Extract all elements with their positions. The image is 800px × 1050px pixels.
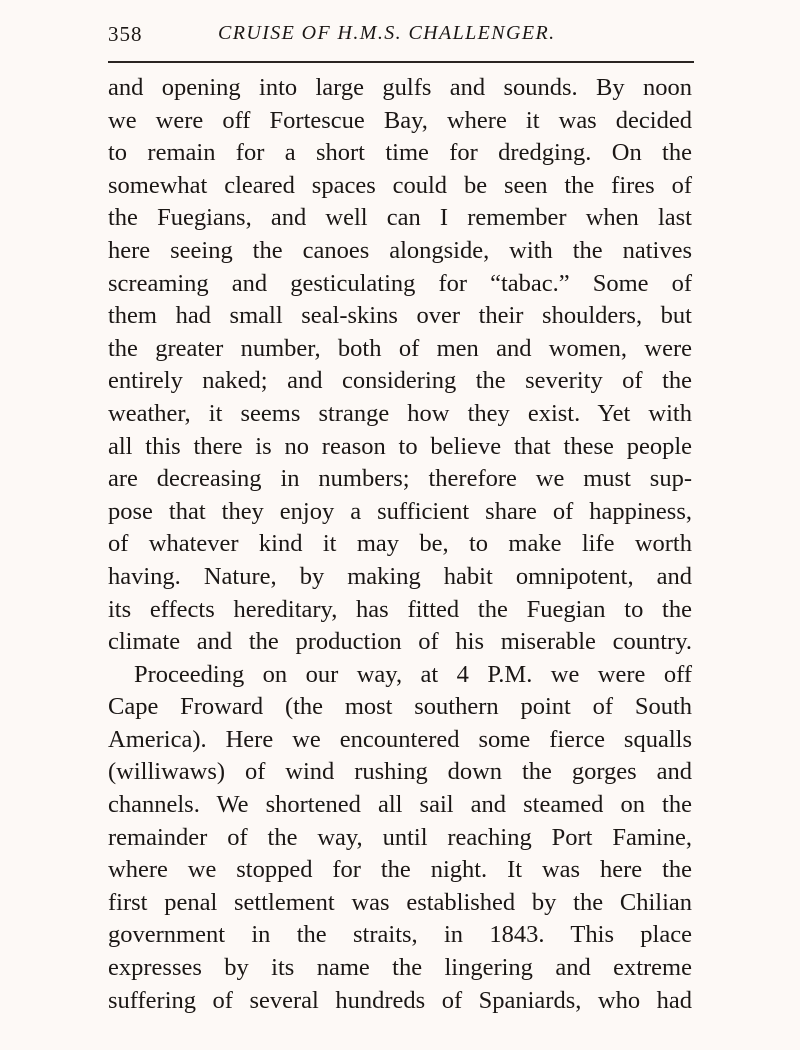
text-line: remainder of the way, until reaching Port Famine, bbox=[108, 823, 692, 851]
text-line: somewhat cleared spaces could be seen the fires of bbox=[108, 171, 692, 199]
text-line: climate and the production of his miserable country. bbox=[108, 628, 692, 656]
text-line: the greater number, both of men and women, were bbox=[108, 334, 692, 362]
text-line: Cape Froward (the most southern point of South bbox=[108, 693, 692, 721]
text-line: its effects hereditary, has fitted the Fuegian to the bbox=[108, 595, 692, 623]
running-head bbox=[108, 22, 693, 48]
text-line: expresses by its name the lingering and extreme bbox=[108, 954, 692, 982]
text-line: weather, it seems strange how they exist. Yet with bbox=[108, 399, 692, 427]
text-line: first penal settlement was established by the Chilian bbox=[108, 888, 692, 916]
text-line: suffering of several hundreds of Spaniards, who had bbox=[108, 986, 692, 1014]
running-title: CRUISE OF H.M.S. CHALLENGER. bbox=[218, 22, 556, 44]
text-line: are decreasing in numbers; therefore we must sup- bbox=[108, 465, 692, 493]
text-line: pose that they enjoy a sufficient share of happiness, bbox=[108, 497, 692, 525]
text-line: government in the straits, in 1843. This place bbox=[108, 921, 692, 949]
text-line: where we stopped for the night. It was here the bbox=[108, 856, 692, 884]
text-line: (williwaws) of wind rushing down the gorges and bbox=[108, 758, 692, 786]
text-line: to remain for a short time for dredging. On the bbox=[108, 139, 692, 167]
paragraph-start-line: Proceeding on our way, at 4 P.M. we were off bbox=[134, 660, 692, 688]
text-line: channels. We shortened all sail and steamed on the bbox=[108, 791, 692, 819]
text-line: here seeing the canoes alongside, with the natives bbox=[108, 236, 692, 264]
text-line: screaming and gesticulating for “tabac.” Some of bbox=[108, 269, 692, 297]
text-line: of whatever kind it may be, to make life worth bbox=[108, 530, 692, 558]
text-line: all this there is no reason to believe that these people bbox=[108, 432, 692, 460]
body-text bbox=[108, 72, 692, 1017]
text-line: America). Here we encountered some fierce squalls bbox=[108, 725, 692, 753]
text-line: having. Nature, by making habit omnipotent, and bbox=[108, 562, 692, 590]
header-rule bbox=[108, 61, 694, 63]
text-line: entirely naked; and considering the severity of the bbox=[108, 367, 692, 395]
text-line: and opening into large gulfs and sounds. By noon bbox=[108, 74, 692, 101]
text-line: them had small seal-skins over their shoulders, but bbox=[108, 302, 692, 330]
page-number: 358 bbox=[108, 22, 143, 46]
text-line: the Fuegians, and well can I remember when last bbox=[108, 204, 692, 232]
text-line: we were off Fortescue Bay, where it was decided bbox=[108, 106, 692, 134]
